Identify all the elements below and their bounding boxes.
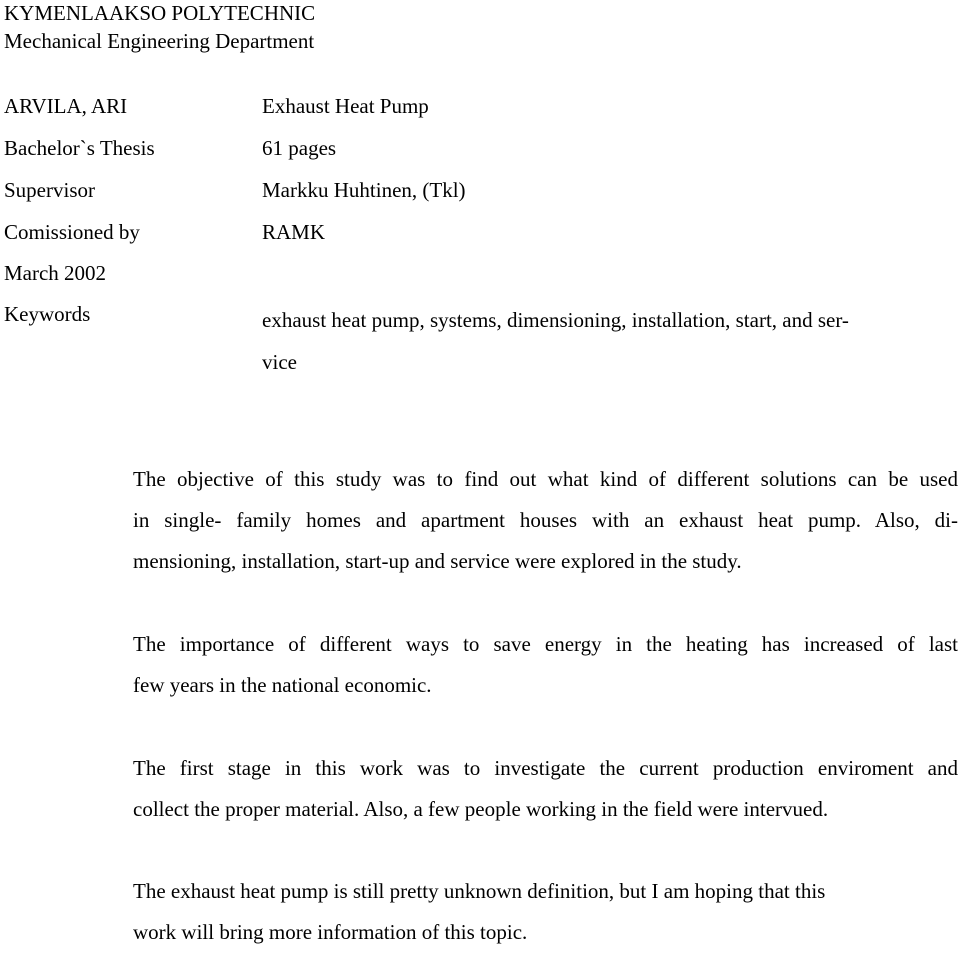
abstract-paragraph (133, 624, 958, 706)
abstract-line: mensioning, installation, start-up and service were explored in the study. (133, 549, 742, 573)
abstract-line: The objective of this study was to find out what kind of different solutions can be used (133, 467, 958, 491)
abstract-line: The first stage in this work was to investigate the current production enviroment and (133, 756, 958, 780)
thesis-date: March 2002 (4, 261, 107, 285)
abstract-line: in single- family homes and apartment houses with an exhaust heat pump. Also, di- (133, 508, 958, 532)
abstract-line: collect the proper material. Also, a few people working in the field were intervued. (133, 797, 829, 821)
thesis-type-label: Bachelor`s Thesis (4, 136, 155, 160)
supervisor-name: Markku Huhtinen, (Tkl) (262, 178, 466, 202)
institution-name: KYMENLAAKSO POLYTECHNIC (4, 1, 316, 25)
abstract-line: The importance of different ways to save energy in the heating has increased of last (133, 632, 958, 656)
abstract-paragraph (133, 459, 958, 582)
page-count: 61 pages (262, 136, 337, 160)
keywords-value (262, 299, 902, 383)
commissioned-label: Comissioned by (4, 220, 140, 244)
abstract-paragraph (133, 871, 958, 953)
abstract-line: The exhaust heat pump is still pretty unknown definition, but I am hoping that this (133, 879, 826, 903)
author-name: ARVILA, ARI (4, 94, 128, 118)
department-name: Mechanical Engineering Department (4, 29, 315, 53)
keywords-line: vice (262, 350, 297, 374)
commissioned-by: RAMK (262, 220, 326, 244)
thesis-title: Exhaust Heat Pump (262, 94, 429, 118)
abstract-line: work will bring more information of this topic. (133, 920, 528, 944)
abstract-paragraph (133, 748, 958, 830)
abstract-line: few years in the national economic. (133, 673, 432, 697)
keywords-line: exhaust heat pump, systems, dimensioning, installation, start, and ser- (262, 308, 849, 332)
keywords-label: Keywords (4, 302, 91, 326)
supervisor-label: Supervisor (4, 178, 95, 202)
